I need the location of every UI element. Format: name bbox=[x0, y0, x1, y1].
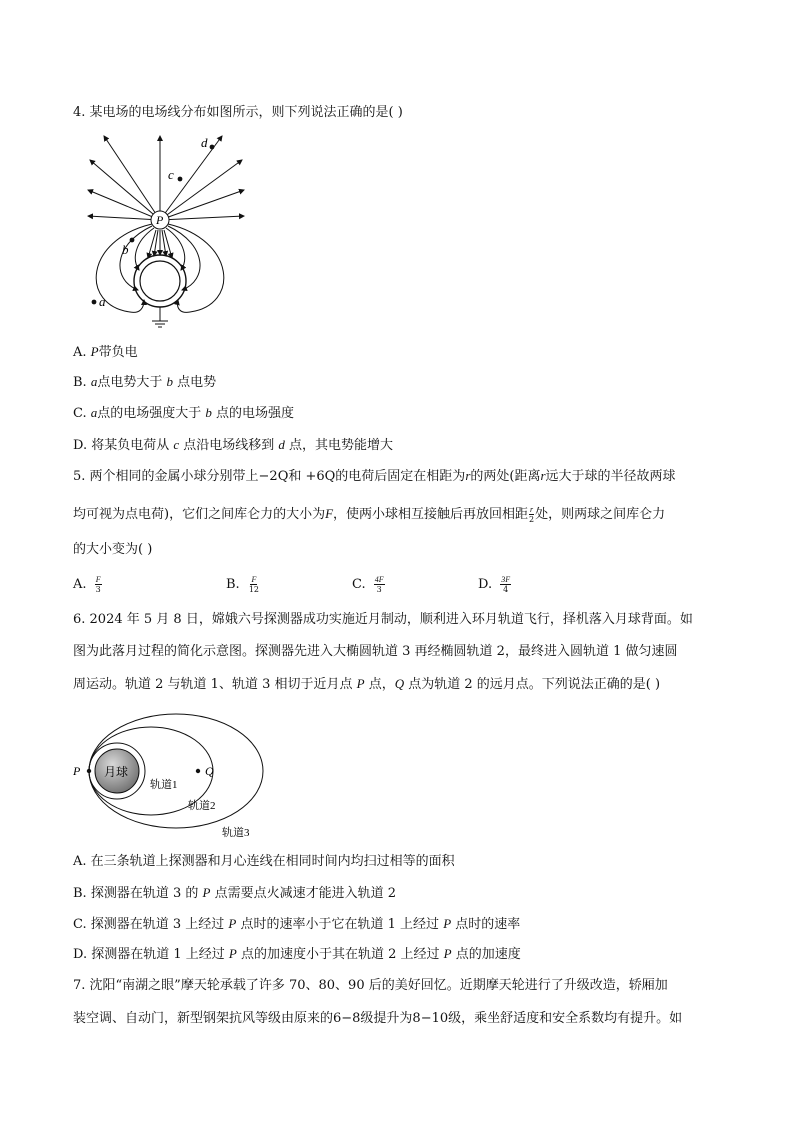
q5-stem-line1: 5. 两个相同的金属小球分别带上−2Q和 +6Q的电荷后固定在相距为r的两处(距离r远大于球的半径故两球 bbox=[73, 468, 676, 484]
q4-option-d[interactable]: D. 将某负电荷从 c 点沿电场线移到 d 点，其电势能增大 bbox=[73, 437, 394, 453]
q4-electric-field-figure bbox=[82, 130, 252, 335]
q5-stem-line2: 均可视为点电荷)，它们之间库仑力的大小为F，使两小球相互接触后再放回相距 $\frac{r}{2}$ 处，则两球之间库仑力 bbox=[73, 505, 666, 524]
q4-label-a: a bbox=[99, 294, 106, 309]
q6-stem-line2: 图为此落月过程的简化示意图。探测器先进入大椭圆轨道 3 再经椭圆轨道 2，最终进入圆轨道 1 做匀速圆 bbox=[73, 644, 678, 659]
q6-stem-line3: 周运动。轨道 2 与轨道 1、轨道 3 相切于近月点 P 点，Q 点为轨道 2 的远月点。下列说法正确的是( ) bbox=[73, 676, 661, 692]
orbit2-label: 轨道2 bbox=[188, 800, 216, 812]
q7-stem-line2: 装空调、自动门，新型钢架抗风等级由原来的6−8级提升为8−10级，乘坐舒适度和安全系数均有提升。如 bbox=[73, 1011, 683, 1026]
q5-option-d[interactable]: D. $\frac{3F}{4}$ bbox=[478, 575, 511, 594]
q4-option-c[interactable]: C. a点的电场强度大于 b 点的电场强度 bbox=[73, 405, 295, 421]
q6-label-Q: Q bbox=[205, 764, 214, 778]
q7-stem-line1: 7. 沈阳“南湖之眼”摩天轮承载了许多 70、80、90 后的美好回忆。近期摩天轮进行了升级改造，轿厢加 bbox=[73, 978, 668, 993]
orbit1-label: 轨道1 bbox=[150, 779, 178, 791]
q5-option-a[interactable]: A. $\frac{F}{3}$ bbox=[73, 575, 101, 594]
q6-option-d[interactable]: D. 探测器在轨道 1 上经过 P 点的加速度小于其在轨道 2 上经过 P 点的加速度 bbox=[73, 946, 521, 962]
q6-stem-line1: 6. 2024 年 5 月 8 日，嫦娥六号探测器成功实施近月制动，顺利进入环月轨道飞行，择机落入月球背面。如 bbox=[73, 612, 693, 627]
orbit3-label: 轨道3 bbox=[222, 827, 250, 839]
q4-label-b: b bbox=[122, 242, 129, 257]
moon-label: 月球 bbox=[104, 765, 129, 779]
q6-orbit-figure bbox=[70, 710, 270, 840]
q5-option-b[interactable]: B. $\frac{F}{12}$ bbox=[226, 575, 260, 594]
q6-label-P: P bbox=[73, 764, 81, 778]
q4-option-b[interactable]: B. a点电势大于 b 点电势 bbox=[73, 374, 217, 390]
q5-stem-line3: 的大小变为( ) bbox=[73, 542, 153, 557]
q4-label-P: P bbox=[156, 213, 164, 227]
q6-option-c[interactable]: C. 探测器在轨道 3 上经过 P 点时的速率小于它在轨道 1 上经过 P 点时的速率 bbox=[73, 916, 521, 932]
q4-label-c: c bbox=[168, 167, 174, 182]
q5-option-c[interactable]: C. $\frac{4F}{3}$ bbox=[352, 575, 384, 594]
q4-option-a[interactable]: A. P带负电 bbox=[73, 344, 138, 360]
q4-stem: 4. 某电场的电场线分布如图所示，则下列说法正确的是( ) bbox=[73, 105, 403, 120]
q4-label-d: d bbox=[201, 135, 208, 150]
q6-option-b[interactable]: B. 探测器在轨道 3 的 P 点需要点火减速才能进入轨道 2 bbox=[73, 885, 396, 901]
q6-option-a[interactable]: A. 在三条轨道上探测器和月心连线在相同时间内均扫过相等的面积 bbox=[73, 854, 455, 869]
